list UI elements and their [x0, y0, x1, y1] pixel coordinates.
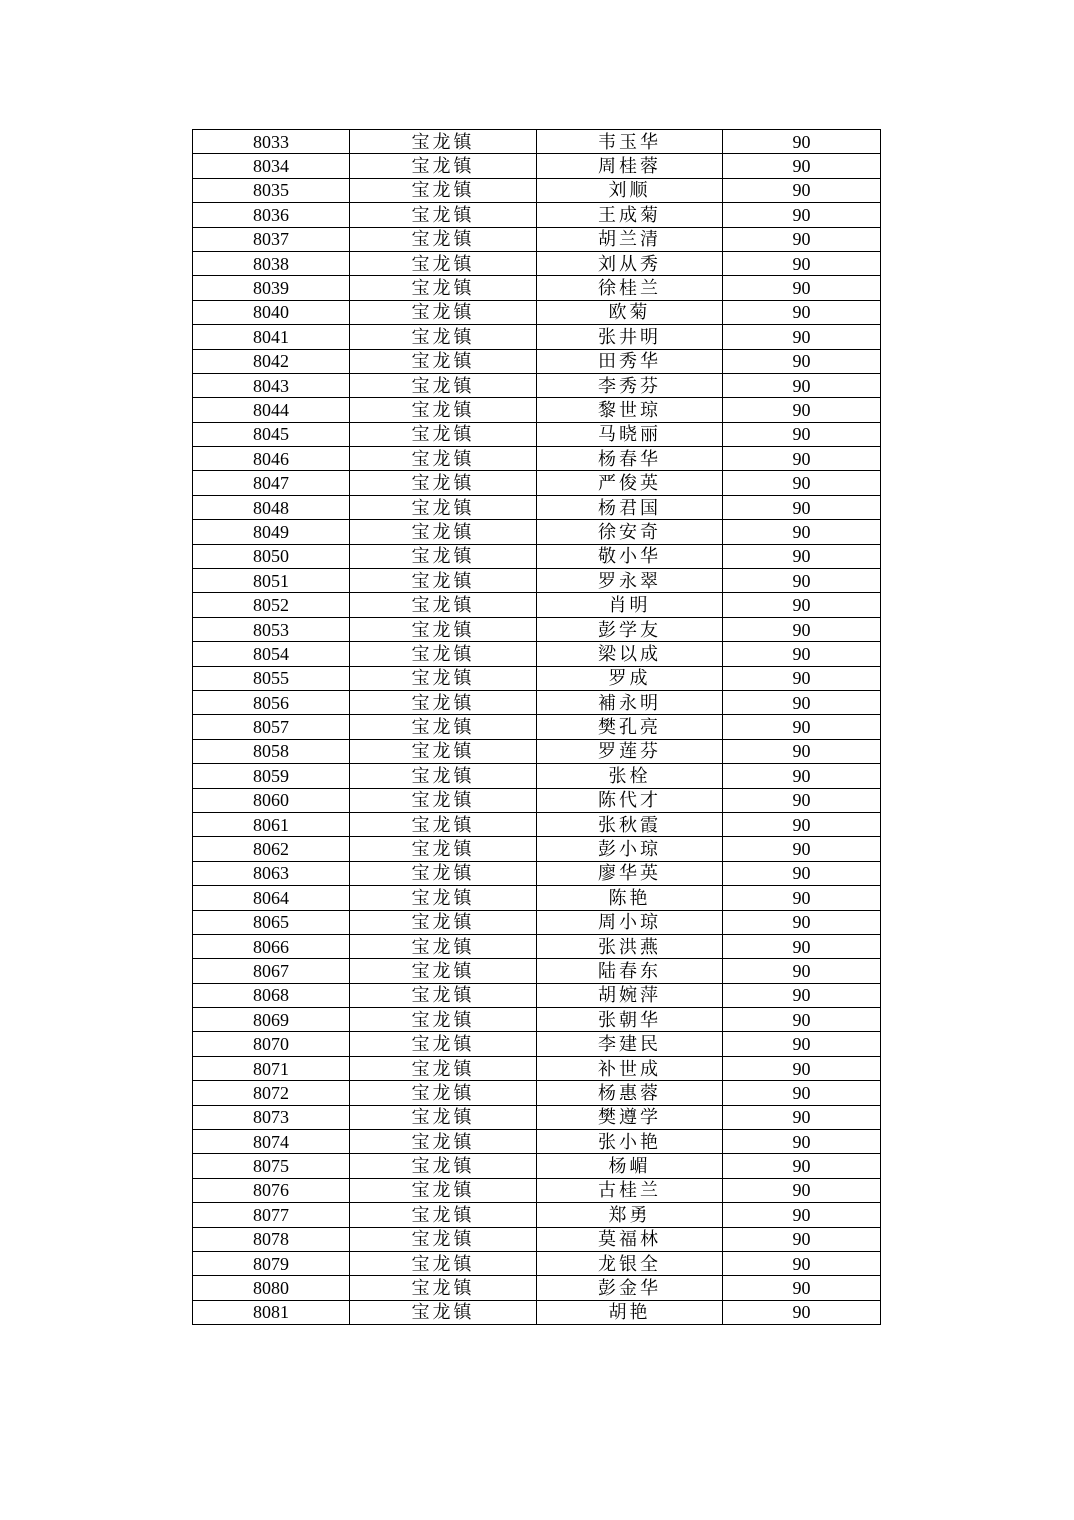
cell-id: 8057	[193, 715, 350, 739]
cell-town: 宝龙镇	[350, 1130, 537, 1154]
cell-name: 周小琼	[537, 910, 723, 934]
cell-score: 90	[723, 715, 881, 739]
cell-id: 8046	[193, 447, 350, 471]
cell-name: 补世成	[537, 1056, 723, 1080]
cell-score: 90	[723, 178, 881, 202]
cell-score: 90	[723, 471, 881, 495]
cell-score: 90	[723, 886, 881, 910]
cell-town: 宝龙镇	[350, 349, 537, 373]
cell-id: 8068	[193, 983, 350, 1007]
cell-score: 90	[723, 251, 881, 275]
cell-name: 张秋霞	[537, 812, 723, 836]
cell-score: 90	[723, 544, 881, 568]
cell-id: 8052	[193, 593, 350, 617]
cell-score: 90	[723, 959, 881, 983]
cell-id: 8079	[193, 1251, 350, 1275]
table-row	[193, 1276, 881, 1300]
cell-town: 宝龙镇	[350, 178, 537, 202]
cell-id: 8066	[193, 934, 350, 958]
cell-id: 8081	[193, 1300, 350, 1324]
table-row	[193, 666, 881, 690]
cell-town: 宝龙镇	[350, 959, 537, 983]
cell-score: 90	[723, 349, 881, 373]
cell-name: 杨春华	[537, 447, 723, 471]
table-row	[193, 373, 881, 397]
cell-score: 90	[723, 227, 881, 251]
table-row	[193, 764, 881, 788]
cell-town: 宝龙镇	[350, 837, 537, 861]
cell-town: 宝龙镇	[350, 276, 537, 300]
table-row	[193, 1032, 881, 1056]
cell-id: 8065	[193, 910, 350, 934]
cell-score: 90	[723, 1056, 881, 1080]
cell-town: 宝龙镇	[350, 203, 537, 227]
cell-name: 严俊英	[537, 471, 723, 495]
cell-name: 杨惠蓉	[537, 1081, 723, 1105]
cell-score: 90	[723, 1300, 881, 1324]
cell-town: 宝龙镇	[350, 1276, 537, 1300]
cell-town: 宝龙镇	[350, 1251, 537, 1275]
cell-name: 陈艳	[537, 886, 723, 910]
cell-name: 徐安奇	[537, 520, 723, 544]
cell-score: 90	[723, 325, 881, 349]
cell-town: 宝龙镇	[350, 812, 537, 836]
cell-town: 宝龙镇	[350, 227, 537, 251]
cell-town: 宝龙镇	[350, 886, 537, 910]
cell-id: 8042	[193, 349, 350, 373]
cell-id: 8055	[193, 666, 350, 690]
cell-town: 宝龙镇	[350, 617, 537, 641]
cell-id: 8047	[193, 471, 350, 495]
cell-name: 罗成	[537, 666, 723, 690]
cell-score: 90	[723, 1081, 881, 1105]
cell-id: 8051	[193, 569, 350, 593]
table-row	[193, 983, 881, 1007]
cell-name: 陆春东	[537, 959, 723, 983]
cell-score: 90	[723, 300, 881, 324]
cell-id: 8067	[193, 959, 350, 983]
cell-name: 胡兰清	[537, 227, 723, 251]
cell-score: 90	[723, 1227, 881, 1251]
cell-name: 樊遵学	[537, 1105, 723, 1129]
cell-name: 補永明	[537, 690, 723, 714]
table-row	[193, 1008, 881, 1032]
cell-town: 宝龙镇	[350, 1032, 537, 1056]
table-row	[193, 178, 881, 202]
cell-name: 龙银全	[537, 1251, 723, 1275]
cell-name: 刘从秀	[537, 251, 723, 275]
cell-score: 90	[723, 690, 881, 714]
table-row	[193, 495, 881, 519]
cell-id: 8060	[193, 788, 350, 812]
cell-town: 宝龙镇	[350, 715, 537, 739]
table-row	[193, 837, 881, 861]
cell-town: 宝龙镇	[350, 593, 537, 617]
cell-id: 8033	[193, 130, 350, 154]
cell-id: 8049	[193, 520, 350, 544]
cell-name: 肖明	[537, 593, 723, 617]
cell-id: 8054	[193, 642, 350, 666]
cell-name: 周桂蓉	[537, 154, 723, 178]
table-row	[193, 1203, 881, 1227]
cell-score: 90	[723, 739, 881, 763]
cell-town: 宝龙镇	[350, 325, 537, 349]
cell-town: 宝龙镇	[350, 1227, 537, 1251]
cell-town: 宝龙镇	[350, 422, 537, 446]
cell-score: 90	[723, 788, 881, 812]
table-row	[193, 300, 881, 324]
cell-town: 宝龙镇	[350, 861, 537, 885]
cell-score: 90	[723, 373, 881, 397]
cell-town: 宝龙镇	[350, 934, 537, 958]
cell-name: 黎世琼	[537, 398, 723, 422]
cell-id: 8056	[193, 690, 350, 714]
cell-name: 古桂兰	[537, 1178, 723, 1202]
cell-score: 90	[723, 1105, 881, 1129]
cell-town: 宝龙镇	[350, 1300, 537, 1324]
cell-name: 彭小琼	[537, 837, 723, 861]
cell-score: 90	[723, 861, 881, 885]
cell-name: 郑勇	[537, 1203, 723, 1227]
cell-score: 90	[723, 983, 881, 1007]
record-table	[192, 129, 881, 1325]
cell-id: 8045	[193, 422, 350, 446]
cell-town: 宝龙镇	[350, 569, 537, 593]
cell-town: 宝龙镇	[350, 447, 537, 471]
table-row	[193, 642, 881, 666]
cell-name: 胡艳	[537, 1300, 723, 1324]
cell-id: 8044	[193, 398, 350, 422]
cell-score: 90	[723, 398, 881, 422]
cell-id: 8053	[193, 617, 350, 641]
cell-town: 宝龙镇	[350, 398, 537, 422]
cell-town: 宝龙镇	[350, 1203, 537, 1227]
cell-id: 8040	[193, 300, 350, 324]
table-row	[193, 1081, 881, 1105]
cell-score: 90	[723, 130, 881, 154]
cell-id: 8036	[193, 203, 350, 227]
cell-name: 刘顺	[537, 178, 723, 202]
table-row	[193, 544, 881, 568]
cell-id: 8058	[193, 739, 350, 763]
cell-id: 8074	[193, 1130, 350, 1154]
cell-name: 梁以成	[537, 642, 723, 666]
cell-name: 罗莲芬	[537, 739, 723, 763]
table-row	[193, 251, 881, 275]
table-row	[193, 1154, 881, 1178]
cell-score: 90	[723, 447, 881, 471]
table-row	[193, 520, 881, 544]
cell-id: 8050	[193, 544, 350, 568]
cell-town: 宝龙镇	[350, 520, 537, 544]
table-row	[193, 959, 881, 983]
cell-score: 90	[723, 154, 881, 178]
table-row	[193, 276, 881, 300]
cell-id: 8080	[193, 1276, 350, 1300]
cell-name: 李建民	[537, 1032, 723, 1056]
cell-town: 宝龙镇	[350, 1178, 537, 1202]
cell-town: 宝龙镇	[350, 300, 537, 324]
table-row	[193, 1105, 881, 1129]
cell-score: 90	[723, 520, 881, 544]
cell-name: 敬小华	[537, 544, 723, 568]
cell-name: 王成菊	[537, 203, 723, 227]
table-row	[193, 569, 881, 593]
cell-name: 张井明	[537, 325, 723, 349]
cell-name: 廖华英	[537, 861, 723, 885]
table-row	[193, 812, 881, 836]
cell-town: 宝龙镇	[350, 1105, 537, 1129]
record-table-body	[193, 130, 881, 1325]
cell-name: 彭金华	[537, 1276, 723, 1300]
cell-name: 马晓丽	[537, 422, 723, 446]
cell-id: 8059	[193, 764, 350, 788]
cell-name: 莫福林	[537, 1227, 723, 1251]
cell-name: 陈代才	[537, 788, 723, 812]
cell-name: 徐桂兰	[537, 276, 723, 300]
table-row	[193, 715, 881, 739]
cell-score: 90	[723, 812, 881, 836]
cell-town: 宝龙镇	[350, 251, 537, 275]
cell-town: 宝龙镇	[350, 1008, 537, 1032]
table-row	[193, 1178, 881, 1202]
cell-town: 宝龙镇	[350, 739, 537, 763]
cell-score: 90	[723, 764, 881, 788]
table-row	[193, 398, 881, 422]
cell-score: 90	[723, 1008, 881, 1032]
cell-town: 宝龙镇	[350, 764, 537, 788]
cell-id: 8039	[193, 276, 350, 300]
cell-town: 宝龙镇	[350, 1081, 537, 1105]
table-row	[193, 593, 881, 617]
cell-town: 宝龙镇	[350, 690, 537, 714]
cell-score: 90	[723, 617, 881, 641]
cell-score: 90	[723, 1203, 881, 1227]
cell-name: 杨嵋	[537, 1154, 723, 1178]
cell-name: 欧菊	[537, 300, 723, 324]
cell-name: 韦玉华	[537, 130, 723, 154]
table-row	[193, 934, 881, 958]
table-row	[193, 690, 881, 714]
cell-name: 张朝华	[537, 1008, 723, 1032]
table-row	[193, 1300, 881, 1324]
cell-id: 8076	[193, 1178, 350, 1202]
cell-score: 90	[723, 569, 881, 593]
cell-town: 宝龙镇	[350, 983, 537, 1007]
cell-town: 宝龙镇	[350, 666, 537, 690]
cell-town: 宝龙镇	[350, 788, 537, 812]
cell-id: 8043	[193, 373, 350, 397]
cell-id: 8048	[193, 495, 350, 519]
table-row	[193, 130, 881, 154]
cell-id: 8063	[193, 861, 350, 885]
cell-score: 90	[723, 495, 881, 519]
cell-score: 90	[723, 934, 881, 958]
table-row	[193, 154, 881, 178]
cell-score: 90	[723, 1130, 881, 1154]
cell-score: 90	[723, 910, 881, 934]
cell-id: 8071	[193, 1056, 350, 1080]
cell-id: 8061	[193, 812, 350, 836]
table-row	[193, 422, 881, 446]
cell-id: 8077	[193, 1203, 350, 1227]
cell-id: 8072	[193, 1081, 350, 1105]
table-row	[193, 447, 881, 471]
cell-score: 90	[723, 1178, 881, 1202]
table-row	[193, 1251, 881, 1275]
cell-name: 彭学友	[537, 617, 723, 641]
cell-id: 8078	[193, 1227, 350, 1251]
table-row	[193, 203, 881, 227]
table-row	[193, 861, 881, 885]
cell-name: 李秀芬	[537, 373, 723, 397]
cell-score: 90	[723, 1154, 881, 1178]
table-row	[193, 227, 881, 251]
cell-name: 胡婉萍	[537, 983, 723, 1007]
cell-id: 8075	[193, 1154, 350, 1178]
table-row	[193, 617, 881, 641]
table-row	[193, 788, 881, 812]
table-row	[193, 910, 881, 934]
cell-id: 8062	[193, 837, 350, 861]
table-row	[193, 325, 881, 349]
cell-town: 宝龙镇	[350, 642, 537, 666]
cell-id: 8037	[193, 227, 350, 251]
cell-name: 樊孔亮	[537, 715, 723, 739]
cell-name: 田秀华	[537, 349, 723, 373]
cell-score: 90	[723, 203, 881, 227]
cell-id: 8070	[193, 1032, 350, 1056]
cell-score: 90	[723, 593, 881, 617]
table-row	[193, 1130, 881, 1154]
table-row	[193, 349, 881, 373]
cell-town: 宝龙镇	[350, 1056, 537, 1080]
cell-town: 宝龙镇	[350, 910, 537, 934]
cell-town: 宝龙镇	[350, 544, 537, 568]
cell-id: 8064	[193, 886, 350, 910]
cell-town: 宝龙镇	[350, 130, 537, 154]
cell-id: 8041	[193, 325, 350, 349]
cell-id: 8073	[193, 1105, 350, 1129]
cell-town: 宝龙镇	[350, 373, 537, 397]
table-row	[193, 739, 881, 763]
cell-score: 90	[723, 276, 881, 300]
table-row	[193, 471, 881, 495]
table-row	[193, 886, 881, 910]
cell-score: 90	[723, 1276, 881, 1300]
cell-score: 90	[723, 1032, 881, 1056]
cell-score: 90	[723, 666, 881, 690]
cell-name: 张小艳	[537, 1130, 723, 1154]
cell-name: 杨君国	[537, 495, 723, 519]
cell-town: 宝龙镇	[350, 471, 537, 495]
cell-town: 宝龙镇	[350, 154, 537, 178]
cell-town: 宝龙镇	[350, 1154, 537, 1178]
cell-name: 张栓	[537, 764, 723, 788]
cell-score: 90	[723, 837, 881, 861]
cell-name: 张洪燕	[537, 934, 723, 958]
table-row	[193, 1056, 881, 1080]
cell-name: 罗永翠	[537, 569, 723, 593]
cell-id: 8069	[193, 1008, 350, 1032]
cell-id: 8038	[193, 251, 350, 275]
cell-score: 90	[723, 1251, 881, 1275]
cell-id: 8035	[193, 178, 350, 202]
cell-score: 90	[723, 642, 881, 666]
cell-town: 宝龙镇	[350, 495, 537, 519]
cell-id: 8034	[193, 154, 350, 178]
table-row	[193, 1227, 881, 1251]
cell-score: 90	[723, 422, 881, 446]
